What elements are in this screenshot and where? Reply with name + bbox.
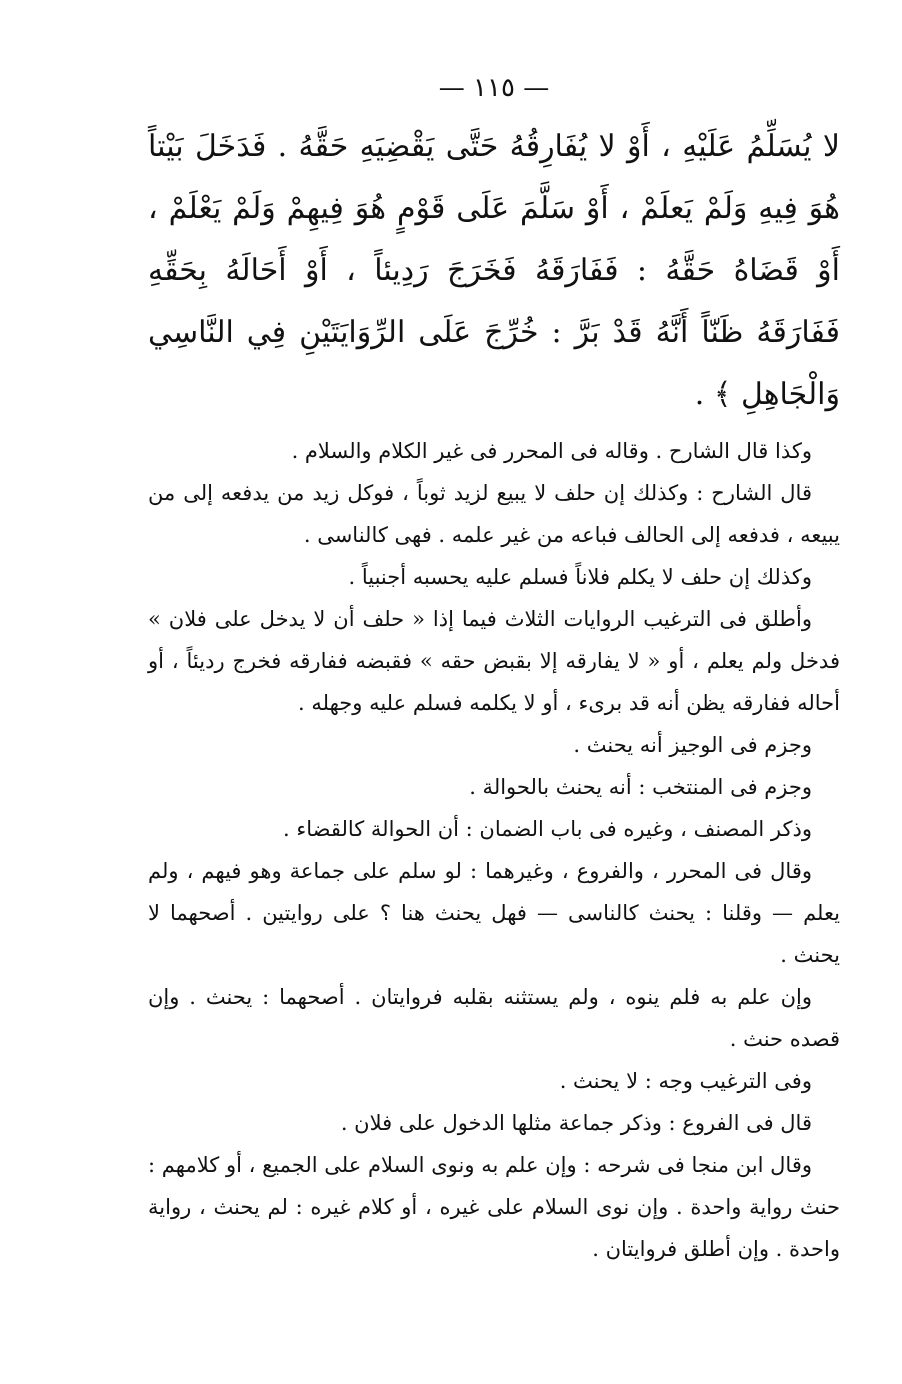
paragraph: وجزم فى المنتخب : أنه يحنث بالحوالة . <box>469 775 812 799</box>
paragraph: وإن علم به فلم ينوه ، ولم يستثنه بقلبه فروايتان . أصحهما : يحنث . وإن قصده حنث . <box>148 985 840 1051</box>
page-number: — ١١٥ — <box>438 73 550 103</box>
paragraph: وكذا قال الشارح . وقاله فى المحرر فى غير الكلام والسلام . <box>291 439 812 463</box>
paragraph: قال فى الفروع : وذكر جماعة مثلها الدخول على فلان . <box>340 1111 812 1135</box>
paragraph: وكذلك إن حلف لا يكلم فلاناً فسلم عليه يحسبه أجنبياً . <box>348 565 812 589</box>
paragraph: وجزم فى الوجيز أنه يحنث . <box>573 733 812 757</box>
paragraph: وفى الترغيب وجه : لا يحنث . <box>559 1069 812 1093</box>
paragraph: وأطلق فى الترغيب الروايات الثلاث فيما إذا « حلف أن لا يدخل على فلان » فدخل ولم يعلم ، أو « لا يفارقه إلا بقبض حقه » فقبضه ففارقه فخرج رديئاً ، أو أحاله ففارقه يظن أنه قد برىء ، أو لا يكلمه فسلم عليه وجهله . <box>148 607 840 715</box>
paragraph: وقال ابن منجا فى شرحه : وإن علم به ونوى السلام على الجميع ، أو كلامهم : حنث رواية واحدة . وإن نوى السلام على غيره ، أو كلام غيره : لم يحنث ، رواية واحدة . وإن أطلق فروايتان . <box>148 1153 840 1261</box>
paragraph: قال الشارح : وكذلك إن حلف لا يبيع لزيد ثوباً ، فوكل زيد من يدفعه إلى من يبيعه ، فدفعه إلى الحالف فباعه من غير علمه . فهى كالناسى . <box>148 481 840 547</box>
paragraph: وذكر المصنف ، وغيره فى باب الضمان : أن الحوالة كالقضاء . <box>283 817 812 841</box>
quoted-verse: لا يُسَلِّمُ عَلَيْهِ ، أَوْ لا يُفَارِقُهُ حَتَّى يَقْضِيَهِ حَقَّهُ . فَدَخَلَ بَيْتاً هُوَ فِيهِ وَلَمْ يَعلَمْ ، أَوْ سَلَّمَ عَلَى قَوْمٍ هُوَ فِيهِمْ وَلَمْ يَعْلَمْ ، أَوْ قَضَاهُ حَقَّهُ : فَفَارَقَهُ فَخَرَجَ رَدِيئاً ، أَوْ أَحَالَهُ بِحَقِّهِ فَفَارَقَهُ ظَنّاً أَنَّهُ قَدْ بَرَّ : خُرِّجَ عَلَى الرِّوَايَتَيْنِ فِي النَّاسِي وَالْجَاهِلِ ﴾ . <box>148 129 840 412</box>
book-page <box>148 66 840 1270</box>
paragraph: وقال فى المحرر ، والفروع ، وغيرهما : لو سلم على جماعة وهو فيهم ، ولم يعلم — وقلنا : يحنث كالناسى — فهل يحنث هنا ؟ على روايتين . أصحهما لا يحنث . <box>148 859 840 967</box>
